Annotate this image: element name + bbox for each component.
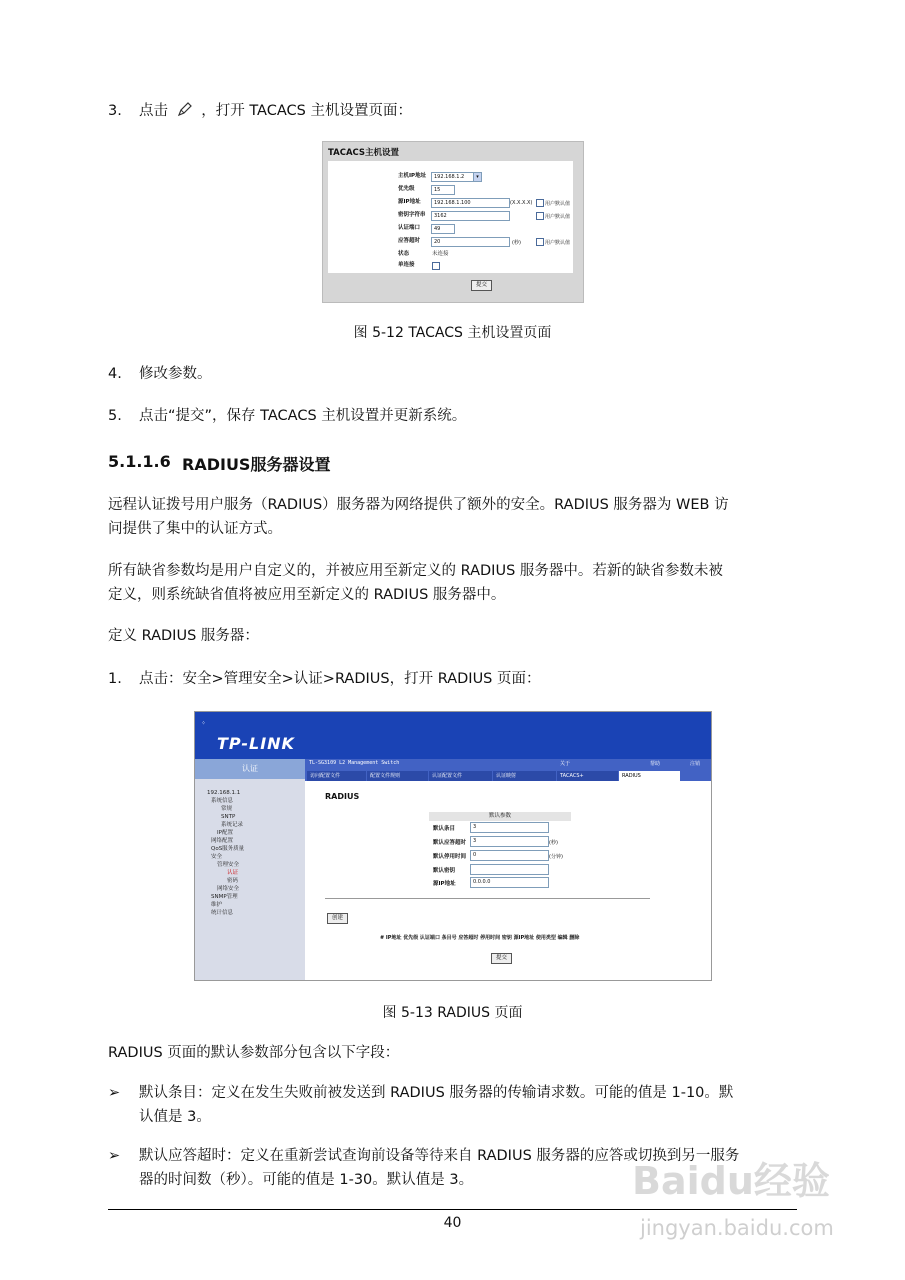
- tree-node-security[interactable]: 安全: [211, 854, 223, 860]
- baidu-watermark: Baidu经验: [632, 1159, 830, 1203]
- source-ip-default-checkbox[interactable]: [536, 199, 544, 207]
- tacacs-row-priority: 优先级: [398, 186, 415, 192]
- defaults-header: 默认参数: [429, 812, 571, 821]
- source-ip-input[interactable]: 0.0.0.0: [470, 877, 549, 888]
- tree-node-syslog[interactable]: 系统记录: [221, 822, 244, 828]
- key-string-input[interactable]: 3162: [431, 211, 510, 221]
- step5-text: 点击“提交”，保存 TACACS 主机设置并更新系统。: [139, 408, 467, 424]
- default-retries-input[interactable]: 3: [470, 822, 549, 833]
- tree-node-auth[interactable]: 认证: [227, 870, 239, 876]
- source-ip-label: 源IP地址: [433, 881, 456, 887]
- tree-node-network-config[interactable]: 网络配置: [211, 838, 234, 844]
- source-ip-input[interactable]: 192.168.1.100: [431, 198, 510, 208]
- tplink-logo: TP-LINK: [217, 734, 295, 753]
- bullet-marker-1: ➢: [108, 1085, 121, 1101]
- default-timeout-label: 默认应答超时: [433, 840, 467, 846]
- top-tab-bar: [305, 759, 711, 781]
- paragraph-1-line2: 问提供了集中的认证方式。: [108, 521, 282, 537]
- tacacs-row-key: 密钥字符串: [398, 212, 426, 218]
- tree-node-sntp[interactable]: SNTP: [221, 814, 236, 820]
- pencil-icon: [177, 101, 193, 117]
- tab-access-profile[interactable]: 访问配置文件: [307, 771, 366, 781]
- paragraph-4: RADIUS 页面的默认参数部分包含以下字段：: [108, 1045, 400, 1061]
- step5-number: 5.: [108, 408, 122, 424]
- tree-node-statistics[interactable]: 统计信息: [211, 910, 234, 916]
- tab-auth-profile[interactable]: 认证配置文件: [429, 771, 492, 781]
- tab-profile-rules[interactable]: 配置文件规则: [367, 771, 428, 781]
- tree-node-general[interactable]: 常规: [221, 806, 233, 812]
- about-link[interactable]: 关于: [560, 761, 571, 767]
- timeout-default-checkbox[interactable]: [536, 238, 544, 246]
- chevron-down-icon[interactable]: ▾: [473, 172, 482, 182]
- figure-caption-5-12: 图 5-12 TACACS 主机设置页面: [353, 325, 552, 341]
- bullet2-line2: 器的时间数（秒）。可能的值是 1-30。默认值是 3。: [139, 1172, 474, 1188]
- tacacs-row-status: 状态 未连接: [398, 251, 449, 257]
- tacacs-row-host-ip: 主机IP地址: [398, 173, 427, 179]
- tree-node-mgmt-security[interactable]: 管理安全: [217, 862, 240, 868]
- tacacs-settings-figure: [322, 141, 584, 303]
- bullet1-line2: 认值是 3。: [139, 1109, 211, 1125]
- default-deadtime-unit: (分钟): [549, 854, 563, 860]
- tree-node-password[interactable]: 密码: [227, 878, 239, 884]
- bullet2-line1: 默认应答超时：定义在重新尝试查询前设备等待来自 RADIUS 服务器的应答或切换到另一服务: [139, 1148, 740, 1164]
- tree-node-host[interactable]: 192.168.1.1: [207, 790, 241, 796]
- wifi-dots-icon: ⁘: [201, 720, 207, 727]
- status-value: 未连接: [432, 251, 449, 257]
- step3-text: 点击 ，打开 TACACS 主机设置页面：: [139, 103, 412, 119]
- tacacs-row-source-ip: 源IP地址: [398, 199, 421, 205]
- baidu-watermark-url: jingyan.baidu.com: [640, 1216, 834, 1240]
- step1-number: 1.: [108, 671, 122, 687]
- logout-link[interactable]: 注销: [690, 761, 701, 767]
- tacacs-row-timeout: 应答超时: [398, 238, 421, 244]
- divider: [325, 898, 650, 899]
- paragraph-2-line1: 所有缺省参数均是用户自定义的，并被应用至新定义的 RADIUS 服务器中。若新的缺省参数未被: [108, 563, 723, 579]
- section-title: RADIUS服务器设置: [182, 455, 331, 474]
- tacacs-form-panel: [328, 161, 573, 273]
- paragraph-1-line1: 远程认证拨号用户服务（RADIUS）服务器为网络提供了额外的安全。RADIUS 服务器为 WEB 访: [108, 497, 729, 513]
- step1-text: 点击：安全>管理安全>认证>RADIUS，打开 RADIUS 页面：: [139, 671, 541, 687]
- timeout-unit: (秒): [512, 240, 521, 246]
- default-deadtime-label: 默认停用时间: [433, 854, 467, 860]
- device-name: TL-SG3109 L2 Management Switch: [309, 760, 400, 766]
- single-connection-checkbox[interactable]: [432, 262, 440, 270]
- tree-node-ip-config[interactable]: IP配置: [217, 830, 233, 836]
- default-deadtime-input[interactable]: 0: [470, 850, 549, 861]
- paragraph-3: 定义 RADIUS 服务器：: [108, 628, 259, 644]
- source-ip-format: (X.X.X.X): [510, 200, 533, 206]
- host-ip-select[interactable]: 192.168.1.2: [431, 172, 480, 182]
- priority-input[interactable]: 15: [431, 185, 455, 195]
- step4-number: 4.: [108, 366, 122, 382]
- tacacs-row-single-connection: 单连接: [398, 262, 415, 268]
- tplink-banner: [195, 712, 711, 759]
- timeout-default-label: 用户默认值: [545, 240, 571, 246]
- tab-radius[interactable]: RADIUS: [619, 771, 680, 781]
- left-nav-panel: [195, 759, 305, 980]
- default-key-label: 默认密钥: [433, 868, 456, 874]
- paragraph-2-line2: 定义，则系统缺省值将被应用至新定义的 RADIUS 服务器中。: [108, 587, 506, 603]
- tree-node-snmp[interactable]: SNMP管理: [211, 894, 238, 900]
- key-default-checkbox[interactable]: [536, 212, 544, 220]
- tree-node-network-security[interactable]: 网络安全: [217, 886, 240, 892]
- source-ip-default-label: 用户默认值: [545, 201, 571, 207]
- tacacs-row-auth-port: 认证端口: [398, 225, 421, 231]
- radius-page-title: RADIUS: [325, 792, 360, 801]
- step4-text: 修改参数。: [139, 366, 212, 382]
- timeout-input[interactable]: 20: [431, 237, 510, 247]
- default-retries-label: 默认条目: [433, 826, 456, 832]
- key-default-label: 用户默认值: [545, 214, 571, 220]
- default-timeout-unit: (秒): [549, 840, 558, 846]
- tree-node-maintenance[interactable]: 维护: [211, 902, 223, 908]
- left-nav-title: 认证: [195, 759, 305, 779]
- auth-port-input[interactable]: 49: [431, 224, 455, 234]
- tab-auth-mapping[interactable]: 认证映射: [493, 771, 556, 781]
- figure-caption-5-13: 图 5-13 RADIUS 页面: [382, 1005, 523, 1021]
- nav-tree: [201, 789, 244, 917]
- radius-table-header: # IP地址 优先级 认证端口 条目号 应答超时 停用时间 密钥 源IP地址 使用类型 编辑 删除: [380, 935, 580, 941]
- tab-tacacs[interactable]: TACACS+: [557, 771, 618, 781]
- create-button[interactable]: 创建: [327, 913, 348, 924]
- tree-node-qos[interactable]: QoS服务质量: [211, 846, 245, 852]
- radius-page-figure: [194, 711, 712, 981]
- radius-submit-button[interactable]: 提交: [491, 953, 512, 964]
- help-link[interactable]: 帮助: [650, 761, 661, 767]
- page-number: 40: [443, 1215, 462, 1231]
- step3-number: 3.: [108, 103, 122, 119]
- bullet-marker-2: ➢: [108, 1148, 121, 1164]
- default-key-input[interactable]: [470, 864, 549, 875]
- bullet1-line1: 默认条目：定义在发生失败前被发送到 RADIUS 服务器的传输请求数。可能的值是 1-10。默: [139, 1085, 734, 1101]
- default-timeout-input[interactable]: 3: [470, 836, 549, 847]
- tacacs-submit-button[interactable]: 提交: [471, 280, 492, 291]
- footer-divider: [108, 1209, 797, 1210]
- tree-node-system-info[interactable]: 系统信息: [211, 798, 234, 804]
- section-number: 5.1.1.6: [108, 452, 171, 471]
- tacacs-figure-title: TACACS主机设置: [328, 148, 400, 158]
